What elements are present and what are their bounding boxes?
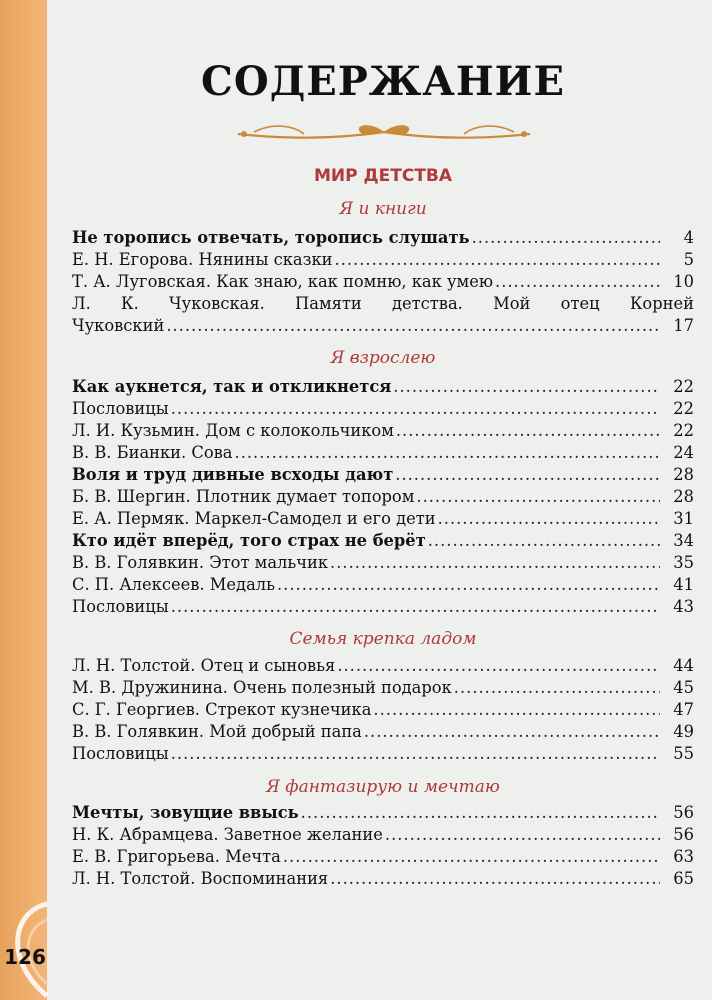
page-title: СОДЕРЖАНИЕ [201,58,565,105]
toc-entry[interactable]: Кто идёт вперёд, того страх не берёт ..... 34 [72,531,694,553]
toc-entry-wrapped-line[interactable]: Л. К. Чуковская. Памяти детства. Мой отец Корней [72,294,694,313]
toc-entry[interactable]: В. В. Голявкин. Мой добрый папа ..... 49 [72,722,694,744]
toc-entry[interactable]: Пословицы ..... 43 [72,597,694,619]
table-of-contents [72,0,694,1000]
toc-entry[interactable]: Чуковский ..... 17 [72,316,694,338]
toc-entry[interactable]: Л. Н. Толстой. Воспоминания ..... 65 [72,869,694,891]
subsection-title: Я взрослею [330,348,436,368]
toc-entry[interactable]: Воля и труд дивные всходы дают ..... 28 [72,465,694,487]
subsection-title: Я фантазирую и мечтаю [266,777,500,797]
toc-entry[interactable]: С. П. Алексеев. Медаль ..... 41 [72,575,694,597]
toc-entry[interactable]: Е. В. Григорьева. Мечта ..... 63 [72,847,694,869]
section-title: МИР ДЕТСТВА [313,166,453,186]
toc-entry[interactable]: Н. К. Абрамцева. Заветное желание ..... 56 [72,825,694,847]
page-number: 126 [4,945,46,969]
toc-entry[interactable]: Как аукнется, так и откликнется ..... 22 [72,377,694,399]
toc-entry[interactable]: Е. Н. Егорова. Нянины сказки ..... 5 [72,250,694,272]
subsection-title: Я и книги [339,199,427,219]
toc-entry[interactable]: Т. А. Луговская. Как знаю, как помню, как умею ..... 10 [72,272,694,294]
subsection-title: Семья крепка ладом [289,629,477,649]
toc-entry[interactable]: Б. В. Шергин. Плотник думает топором ..... 28 [72,487,694,509]
toc-entry[interactable]: Мечты, зовущие ввысь ..... 56 [72,803,694,825]
toc-entry[interactable]: В. В. Бианки. Сова ..... 24 [72,443,694,465]
toc-entry[interactable]: Л. И. Кузьмин. Дом с колокольчиком ..... 22 [72,421,694,443]
page-edge-stripe [0,0,47,1000]
toc-entry[interactable]: С. Г. Георгиев. Стрекот кузнечика ..... 47 [72,700,694,722]
toc-entry[interactable]: Е. А. Пермяк. Маркел-Самодел и его дети ..... 31 [72,509,694,531]
toc-entry[interactable]: Не торопись отвечать, торопись слушать ..... 4 [72,228,694,250]
title-flourish-ornament [234,118,534,144]
toc-entry[interactable]: Пословицы ..... 55 [72,744,694,766]
toc-entry[interactable]: В. В. Голявкин. Этот мальчик ..... 35 [72,553,694,575]
toc-entry[interactable]: Л. Н. Толстой. Отец и сыновья ..... 44 [72,656,694,678]
toc-entry[interactable]: Пословицы ..... 22 [72,399,694,421]
toc-entry[interactable]: М. В. Дружинина. Очень полезный подарок ..... 45 [72,678,694,700]
